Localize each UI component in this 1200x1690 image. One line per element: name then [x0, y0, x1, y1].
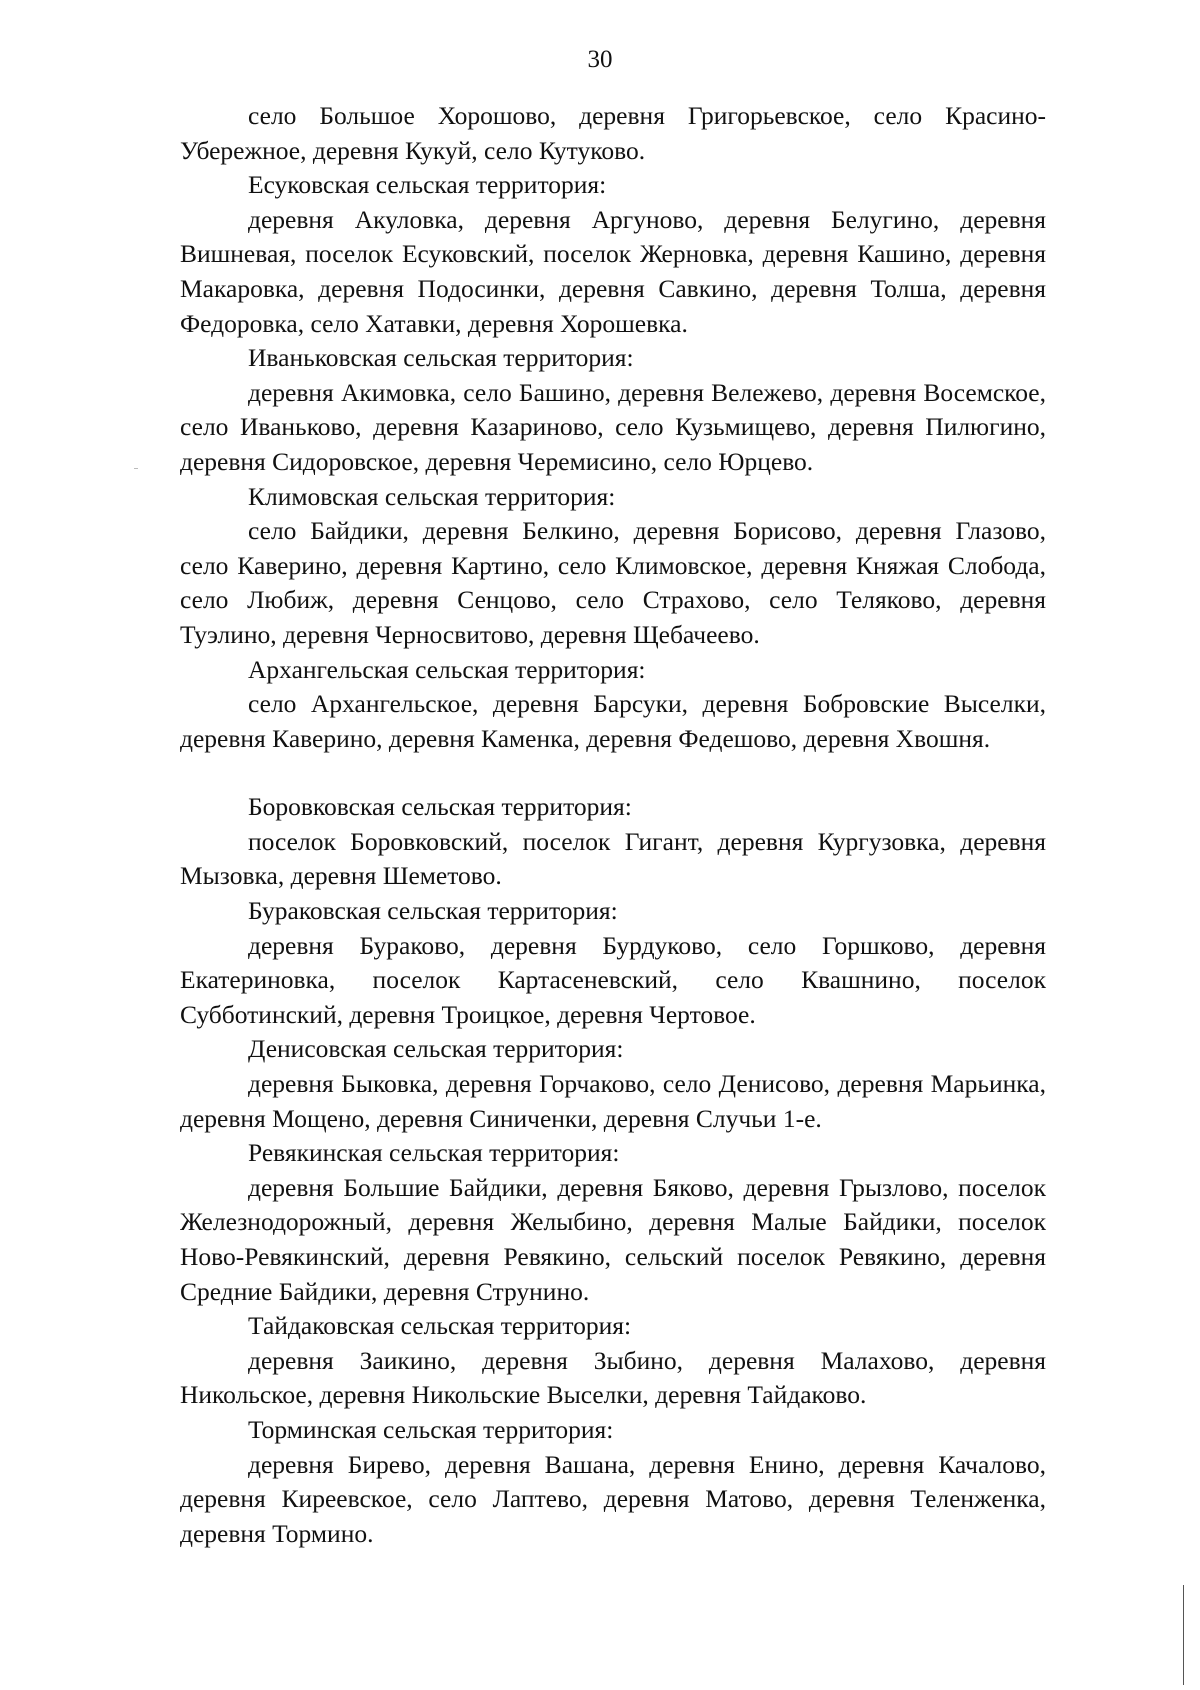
blank-line — [180, 756, 1046, 790]
section-text-esukovskaya: деревня Акуловка, деревня Аргуново, деревня Белугино, деревня Вишневая, поселок Есуковский, поселок Жерновка, деревня Кашино, деревня Макаровка, деревня Подосинки, деревня Савкино, деревня Толша, деревня Федоровка, село Хатавки, деревня Хорошевка. — [180, 204, 1046, 338]
section-heading-torminskaya: Торминская сельская территория: — [248, 1414, 614, 1444]
section-text-revyakinskaya: деревня Большие Байдики, деревня Бяково, деревня Грызлово, поселок Железнодорожный, деревня Желыбино, деревня Малые Байдики, поселок Ново-Ревякинский, деревня Ревякино, сельский поселок Ревякино, деревня Средние Байдики, деревня Струнино. — [180, 1172, 1046, 1306]
section-text-denisovskaya: деревня Быковка, деревня Горчаково, село Денисово, деревня Марьинка, деревня Мощено, деревня Синиченки, деревня Случьи 1-е. — [180, 1069, 1046, 1133]
section-heading-taydakovskaya: Тайдаковская сельская территория: — [248, 1311, 632, 1341]
scan-artifact — [134, 468, 138, 469]
intro-paragraph: село Большое Хорошово, деревня Григорьевское, село Красино-Убережное, деревня Кукуй, село Кутуково. — [180, 101, 1046, 165]
scan-edge-line — [1183, 1585, 1184, 1685]
section-heading-arkhangelskaya: Архангельская сельская территория: — [248, 654, 646, 684]
section-heading-revyakinskaya: Ревякинская сельская территория: — [248, 1138, 620, 1168]
section-heading-ivankovskaya: Иваньковская сельская территория: — [248, 343, 634, 373]
section-heading-borovkovskaya: Боровковская сельская территория: — [248, 792, 632, 822]
section-heading-denisovskaya: Денисовская сельская территория: — [248, 1034, 624, 1064]
section-heading-burakovskaya: Бураковская сельская территория: — [248, 896, 618, 926]
section-text-burakovskaya: деревня Бураково, деревня Бурдуково, село Горшково, деревня Екатериновка, поселок Картасеневский, село Квашнино, поселок Субботинский, деревня Троицкое, деревня Чертовое. — [180, 930, 1046, 1029]
section-text-torminskaya: деревня Бирево, деревня Вашана, деревня Енино, деревня Качалово, деревня Киреевское, село Лаптево, деревня Матово, деревня Теленженка, деревня Тормино. — [180, 1449, 1046, 1548]
section-text-ivankovskaya: деревня Акимовка, село Башино, деревня Вележево, деревня Восемское, село Иваньково, деревня Казариново, село Кузьмищево, деревня Пилюгино, деревня Сидоровское, деревня Черемисино, село Юрцево. — [180, 377, 1046, 476]
section-text-borovkovskaya: поселок Боровковский, поселок Гигант, деревня Кургузовка, деревня Мызовка, деревня Шеметово. — [180, 826, 1046, 891]
section-text-taydakovskaya: деревня Заикино, деревня Зыбино, деревня Малахово, деревня Никольское, деревня Никольские Выселки, деревня Тайдаково. — [180, 1345, 1046, 1410]
document-body — [180, 99, 1046, 1551]
page-number: 30 — [587, 46, 613, 73]
section-text-klimovskaya: село Байдики, деревня Белкино, деревня Борисово, деревня Глазово, село Каверино, деревня Картино, село Климовское, деревня Княжая Слобода, село Любиж, деревня Сенцово, село Страхово, село Теляково, деревня Туэлино, деревня Черносвитово, деревня Щебачеево. — [180, 516, 1046, 649]
section-text-arkhangelskaya: село Архангельское, деревня Барсуки, деревня Бобровские Выселки, деревня Каверино, деревня Каменка, деревня Федешово, деревня Хвошня. — [180, 689, 1046, 753]
section-heading-esukovskaya: Есуковская сельская территория: — [248, 170, 607, 200]
section-heading-klimovskaya: Климовская сельская территория: — [248, 481, 616, 511]
